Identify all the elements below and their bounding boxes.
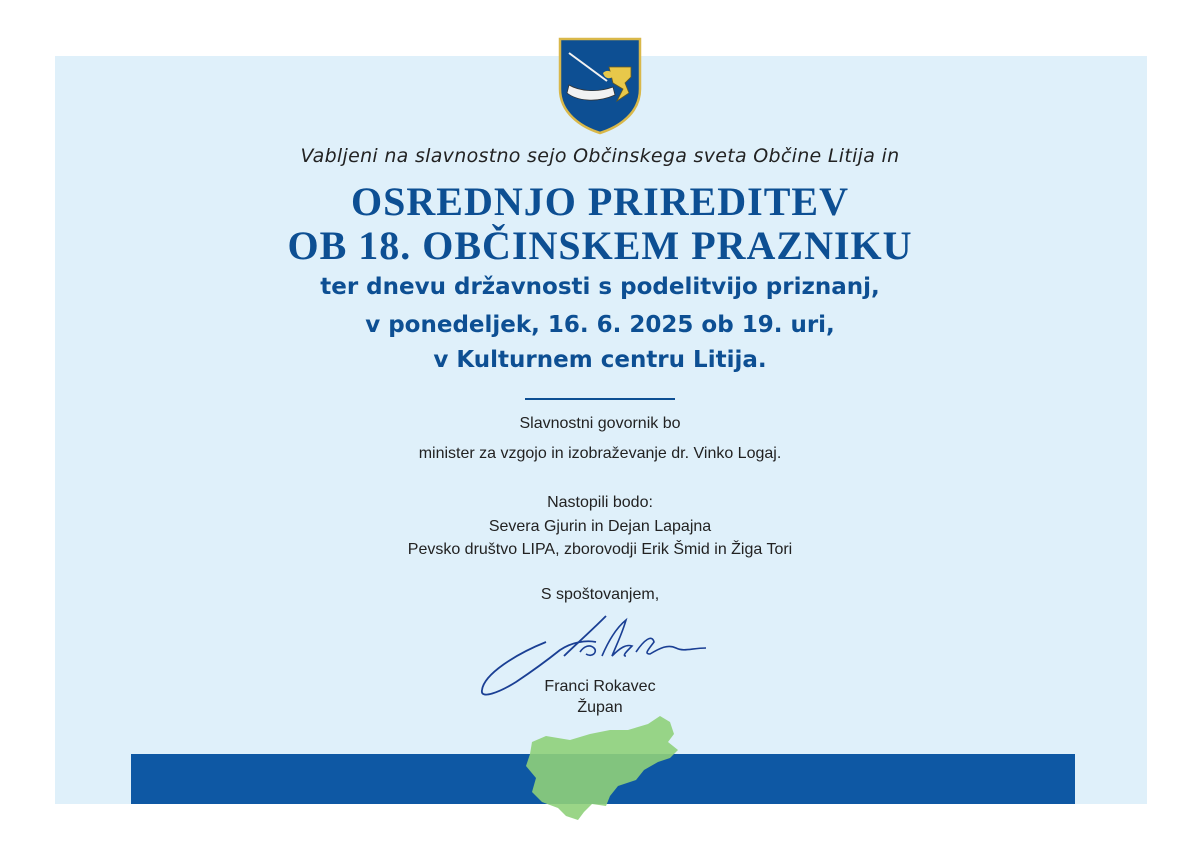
event-venue: v Kulturnem centru Litija. (433, 347, 767, 373)
slovenia-map-icon (518, 712, 682, 822)
coat-of-arms-logo (557, 37, 643, 135)
speaker-name: minister za vzgojo in izobraževanje dr. Vinko Logaj. (418, 445, 782, 462)
signer-name: Franci Rokavec (544, 678, 656, 695)
performer-item: Pevsko društvo LIPA, zborovodji Erik Šmid in Žiga Tori (407, 541, 793, 558)
event-title-line-2: OB 18. OBČINSKEM PRAZNIKU (287, 223, 913, 268)
event-subtitle: ter dnevu državnosti s podelitvijo priznanj, (320, 274, 880, 300)
signer-title: Župan (577, 699, 623, 716)
event-date-time: v ponedeljek, 16. 6. 2025 ob 19. uri, (365, 312, 835, 338)
divider (525, 398, 675, 400)
closing-greeting: S spoštovanjem, (540, 586, 660, 603)
intro-line: Vabljeni na slavnostno sejo Občinskega sveta Občine Litija in (300, 145, 900, 167)
speaker-intro: Slavnostni govornik bo (519, 415, 681, 432)
performer-item: Severa Gjurin in Dejan Lapajna (488, 518, 712, 535)
event-title-line-1: OSREDNJO PRIREDITEV (351, 179, 849, 224)
performers-heading: Nastopili bodo: (547, 494, 653, 511)
